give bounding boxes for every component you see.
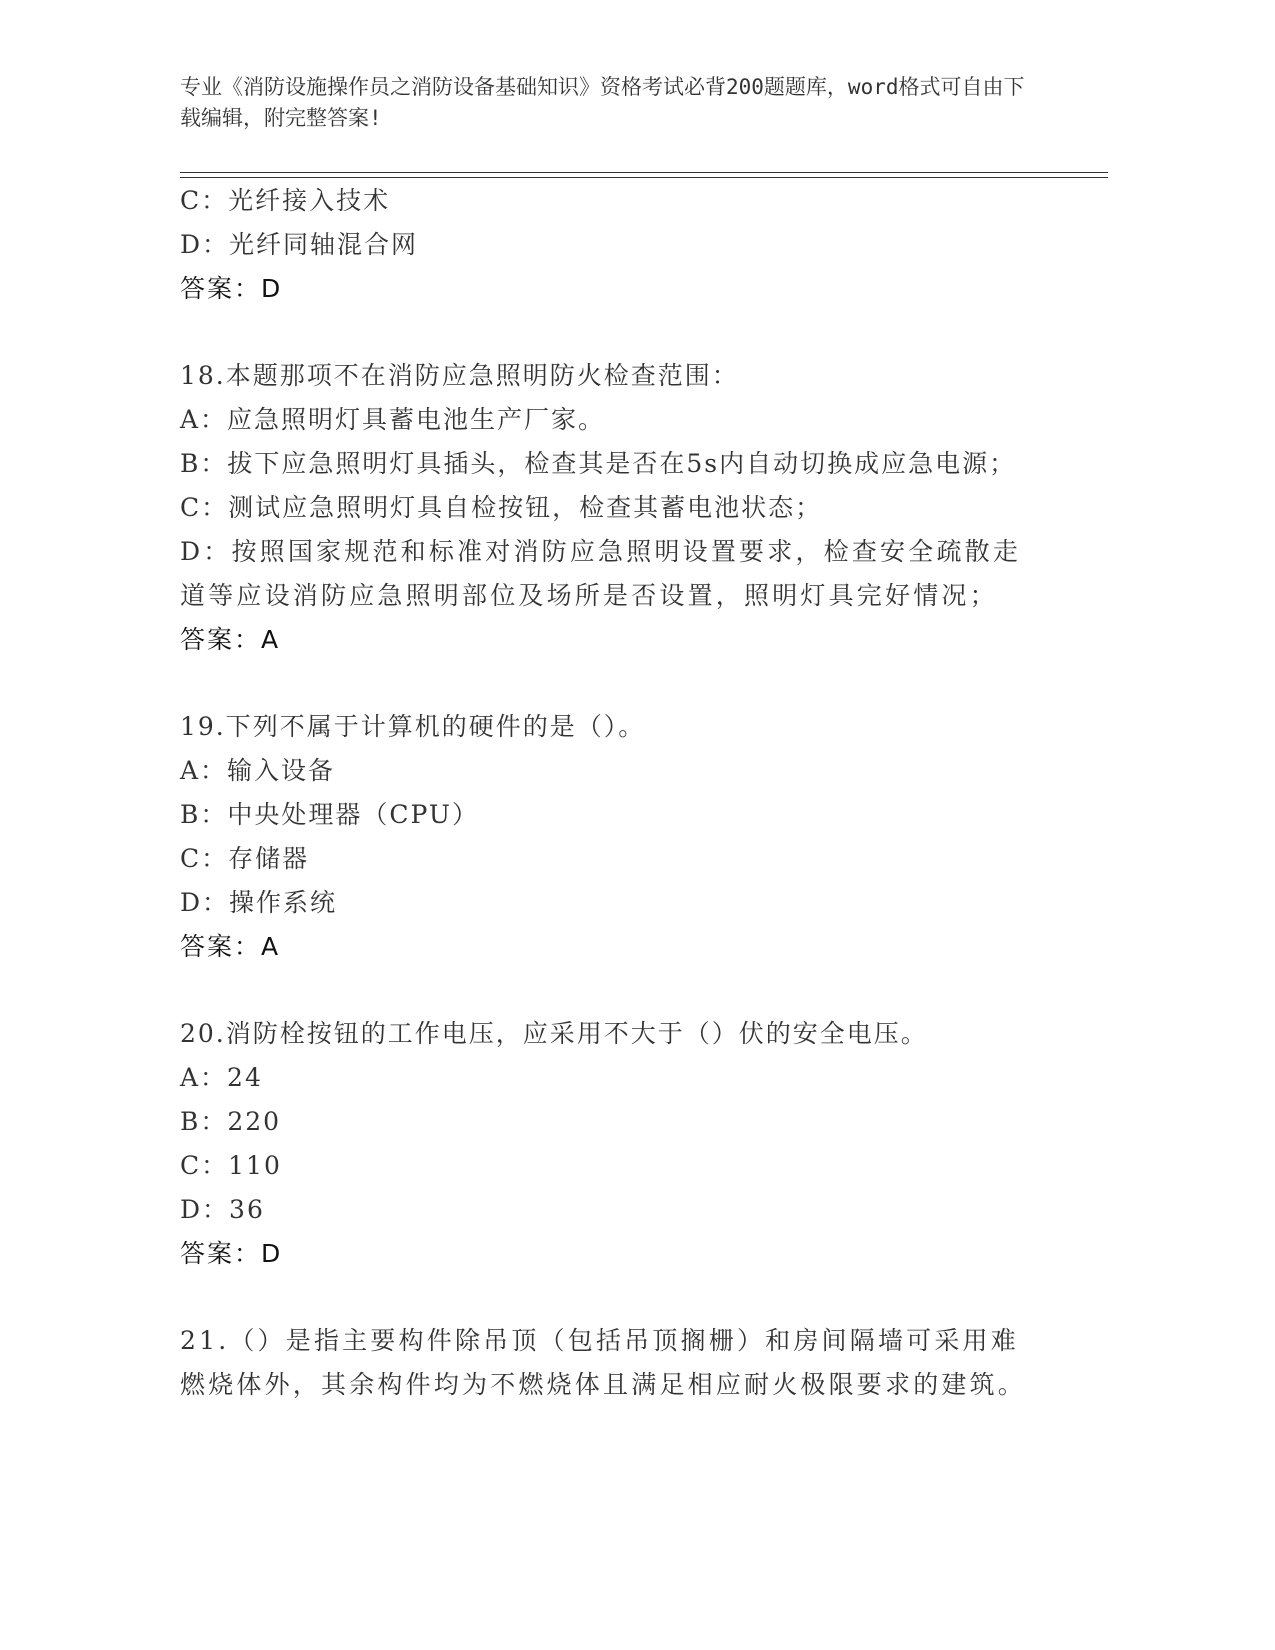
option-a: A：24 bbox=[180, 1063, 263, 1092]
spacer bbox=[180, 662, 1060, 705]
document-header bbox=[180, 72, 1040, 134]
answer-line bbox=[180, 618, 1060, 662]
option-c: C：光纤接入技术 bbox=[180, 186, 391, 215]
answer-value: D bbox=[261, 274, 282, 303]
spacer bbox=[180, 969, 1060, 1012]
question-20 bbox=[180, 1012, 1060, 1276]
spacer bbox=[180, 311, 1060, 354]
question-21 bbox=[180, 1319, 1060, 1407]
answer-value: A bbox=[261, 625, 280, 654]
option-c: C：存储器 bbox=[180, 844, 310, 873]
header-rule-bottom bbox=[180, 177, 1108, 178]
header-text: 专业《消防设施操作员之消防设备基础知识》资格考试必背200题题库，word格式可自由下载编辑，附完整答案! bbox=[180, 75, 1025, 130]
option-c: C：测试应急照明灯具自检按钮，检查其蓄电池状态； bbox=[180, 493, 823, 522]
previous-question-tail bbox=[180, 179, 1060, 311]
question-stem: 20.消防栓按钮的工作电压，应采用不大于（）伏的安全电压。 bbox=[180, 1019, 928, 1048]
question-stem: 18.本题那项不在消防应急照明防火检查范围： bbox=[180, 361, 739, 390]
option-a: A：应急照明灯具蓄电池生产厂家。 bbox=[180, 405, 606, 434]
option-b: B：220 bbox=[180, 1107, 282, 1136]
answer-label: 答案： bbox=[180, 932, 262, 961]
answer-value: A bbox=[261, 932, 280, 961]
option-b: B：拔下应急照明灯具插头，检查其是否在5s内自动切换成应急电源； bbox=[180, 449, 1017, 478]
option-a: A：输入设备 bbox=[180, 756, 336, 785]
answer-label: 答案： bbox=[180, 274, 262, 303]
header-rule-top bbox=[180, 172, 1108, 173]
option-d: D：操作系统 bbox=[180, 888, 338, 917]
answer-line bbox=[180, 1232, 1060, 1276]
question-stem: 21.（）是指主要构件除吊顶（包括吊顶搁栅）和房间隔墙可采用难燃烧体外，其余构件均为不燃烧体且满足相应耐火极限要求的建筑。 bbox=[180, 1326, 1027, 1399]
option-b: B：中央处理器（CPU） bbox=[180, 800, 479, 829]
option-d: D：36 bbox=[180, 1195, 265, 1224]
question-19 bbox=[180, 705, 1060, 969]
option-d: D：光纤同轴混合网 bbox=[180, 230, 419, 259]
answer-value: D bbox=[261, 1239, 282, 1268]
question-stem: 19.下列不属于计算机的硬件的是（）。 bbox=[180, 712, 646, 741]
option-d: D：按照国家规范和标准对消防应急照明设置要求，检查安全疏散走道等应设消防应急照明部位及场所是否设置，照明灯具完好情况； bbox=[180, 537, 1022, 610]
answer-label: 答案： bbox=[180, 625, 262, 654]
option-c: C：110 bbox=[180, 1151, 282, 1180]
answer-line bbox=[180, 267, 1060, 311]
document-body bbox=[180, 179, 1060, 1407]
spacer bbox=[180, 1276, 1060, 1319]
answer-line bbox=[180, 925, 1060, 969]
answer-label: 答案： bbox=[180, 1239, 262, 1268]
question-18 bbox=[180, 354, 1060, 662]
